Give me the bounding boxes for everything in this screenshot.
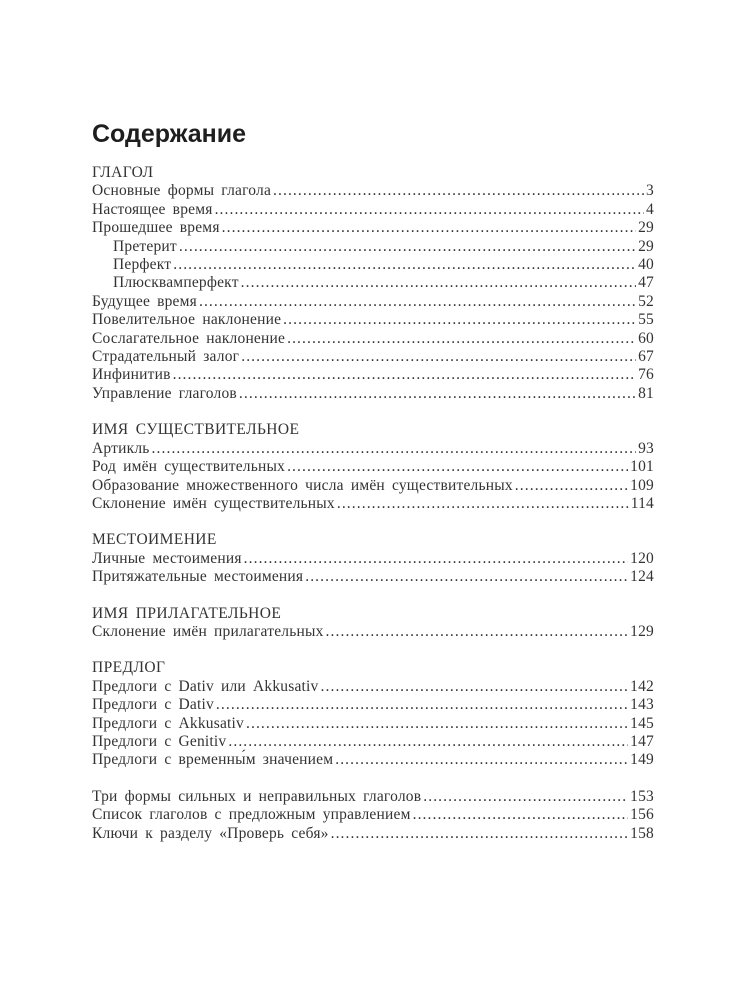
entry-label: Образование множественного числа имён существительных (92, 476, 513, 494)
dot-leader (335, 751, 628, 769)
entry-page-number: 29 (638, 219, 654, 237)
toc-subentry[interactable] (92, 274, 654, 292)
entry-page-number: 55 (638, 311, 654, 329)
dot-leader (305, 568, 628, 586)
toc-entry[interactable] (92, 458, 654, 476)
entry-label: Прошедшее время (92, 219, 220, 237)
entry-label: Предлоги с Genitiv (92, 732, 227, 750)
toc-entry[interactable] (92, 568, 654, 586)
toc-entry[interactable] (92, 623, 654, 641)
toc-section-adjective (92, 605, 654, 642)
toc-entry[interactable] (92, 440, 654, 458)
toc-entry[interactable] (92, 696, 654, 714)
dot-leader (241, 274, 636, 292)
entry-page-number: 120 (630, 549, 654, 567)
entry-label: Управление глаголов (92, 384, 237, 402)
dot-leader (287, 330, 636, 348)
entry-label: Склонение имён прилагательных (92, 622, 324, 640)
section-heading: ИМЯ СУЩЕСТВИТЕЛЬНОЕ (92, 421, 300, 439)
entry-page-number: 76 (638, 366, 654, 384)
toc-entry[interactable] (92, 806, 654, 824)
entry-page-number: 149 (630, 751, 654, 769)
entry-page-number: 153 (630, 787, 654, 805)
entry-page-number: 93 (638, 439, 654, 457)
entry-label: Притяжательные местоимения (92, 568, 304, 586)
dot-leader (326, 623, 629, 641)
entry-label: Предлоги с Dativ (92, 696, 214, 714)
dot-leader (321, 678, 629, 696)
entry-label: Настоящее время (92, 200, 213, 218)
toc-section-verb (92, 164, 654, 403)
dot-leader (283, 311, 636, 329)
entry-label: Будущее время (92, 292, 197, 310)
toc-entry[interactable] (92, 678, 654, 696)
entry-page-number: 40 (638, 256, 654, 274)
entry-label: Повелительное наклонение (92, 311, 282, 329)
entry-label: Список глаголов с предложным управлением (92, 806, 411, 824)
dot-leader (216, 696, 628, 714)
toc-entry[interactable] (92, 348, 654, 366)
toc-entry[interactable] (92, 311, 654, 329)
entry-page-number: 47 (638, 274, 654, 292)
entry-page-number: 124 (630, 568, 654, 586)
toc-entry[interactable] (92, 751, 654, 769)
entry-page-number: 60 (638, 329, 654, 347)
entry-label: Инфинитив (92, 366, 171, 384)
toc-entry[interactable] (92, 825, 654, 843)
toc-entry[interactable] (92, 366, 654, 384)
dot-leader (287, 458, 628, 476)
entry-page-number: 147 (630, 732, 654, 750)
entry-page-number: 143 (630, 696, 654, 714)
dot-leader (173, 256, 636, 274)
entry-label: Предлоги с Akkusativ (92, 714, 244, 732)
entry-page-number: 81 (638, 384, 654, 402)
toc-entry[interactable] (92, 733, 654, 751)
dot-leader (515, 477, 628, 495)
toc-entry[interactable] (92, 201, 654, 219)
entry-page-number: 29 (638, 237, 654, 255)
section-heading: ПРЕДЛОГ (92, 659, 166, 677)
toc-section-noun (92, 421, 654, 513)
entry-label: Претерит (113, 237, 177, 255)
toc-entry[interactable] (92, 550, 654, 568)
entry-page-number: 67 (638, 348, 654, 366)
dot-leader (228, 733, 628, 751)
dot-leader (331, 825, 629, 843)
dot-leader (152, 440, 637, 458)
dot-leader (244, 550, 628, 568)
entry-label: Перфект (113, 256, 172, 274)
dot-leader (273, 182, 644, 200)
dot-leader (179, 238, 636, 256)
toc-subentry[interactable] (92, 256, 654, 274)
dot-leader (222, 219, 636, 237)
entry-label: Предлоги с Dativ или Akkusativ (92, 677, 319, 695)
dot-leader (246, 715, 628, 733)
entry-page-number: 4 (646, 200, 654, 218)
entry-page-number: 142 (630, 677, 654, 695)
toc-entry[interactable] (92, 293, 654, 311)
entry-page-number: 114 (630, 494, 654, 512)
entry-page-number: 109 (630, 476, 654, 494)
toc-entry[interactable] (92, 182, 654, 200)
entry-label: Артикль (92, 439, 150, 457)
entry-page-number: 158 (630, 824, 654, 842)
dot-leader (199, 293, 636, 311)
dot-leader (337, 495, 629, 513)
entry-label: Сослагательное наклонение (92, 329, 286, 347)
entry-page-number: 156 (630, 806, 654, 824)
entry-page-number: 3 (646, 182, 654, 200)
dot-leader (215, 201, 644, 219)
entry-page-number: 52 (638, 292, 654, 310)
toc-appendix (92, 788, 654, 843)
toc-entry[interactable] (92, 715, 654, 733)
entry-label: Страдательный залог (92, 348, 240, 366)
entry-label: Основные формы глагола (92, 182, 272, 200)
page-title: Содержание (92, 120, 247, 148)
dot-leader (241, 348, 636, 366)
entry-label: Личные местоимения (92, 549, 242, 567)
dot-leader (423, 788, 628, 806)
toc-entry[interactable] (92, 385, 654, 403)
toc-entry[interactable] (92, 330, 654, 348)
dot-leader (173, 366, 636, 384)
entry-label: Плюсквамперфект (113, 274, 239, 292)
entry-label: Ключи к разделу «Проверь себя» (92, 824, 329, 842)
section-heading: МЕСТОИМЕНИЕ (92, 531, 217, 549)
entry-label: Три формы сильных и неправильных глаголов (92, 787, 422, 805)
toc-entry[interactable] (92, 219, 654, 237)
toc-section-preposition (92, 659, 654, 769)
toc-subentry[interactable] (92, 238, 654, 256)
dot-leader (413, 806, 629, 824)
table-of-contents (92, 118, 654, 861)
toc-entry[interactable] (92, 788, 654, 806)
toc-entry[interactable] (92, 495, 654, 513)
entry-page-number: 101 (630, 458, 654, 476)
section-heading: ГЛАГОЛ (92, 164, 154, 181)
entry-label: Род имён существительных (92, 458, 286, 476)
toc-entry[interactable] (92, 477, 654, 495)
dot-leader (239, 385, 636, 403)
entry-page-number: 129 (630, 622, 654, 640)
toc-section-pronoun (92, 531, 654, 586)
entry-label: Склонение имён существительных (92, 494, 335, 512)
entry-page-number: 145 (630, 714, 654, 732)
section-heading: ИМЯ ПРИЛАГАТЕЛЬНОЕ (92, 604, 282, 622)
entry-label: Предлоги с временны́м значением (92, 751, 334, 769)
